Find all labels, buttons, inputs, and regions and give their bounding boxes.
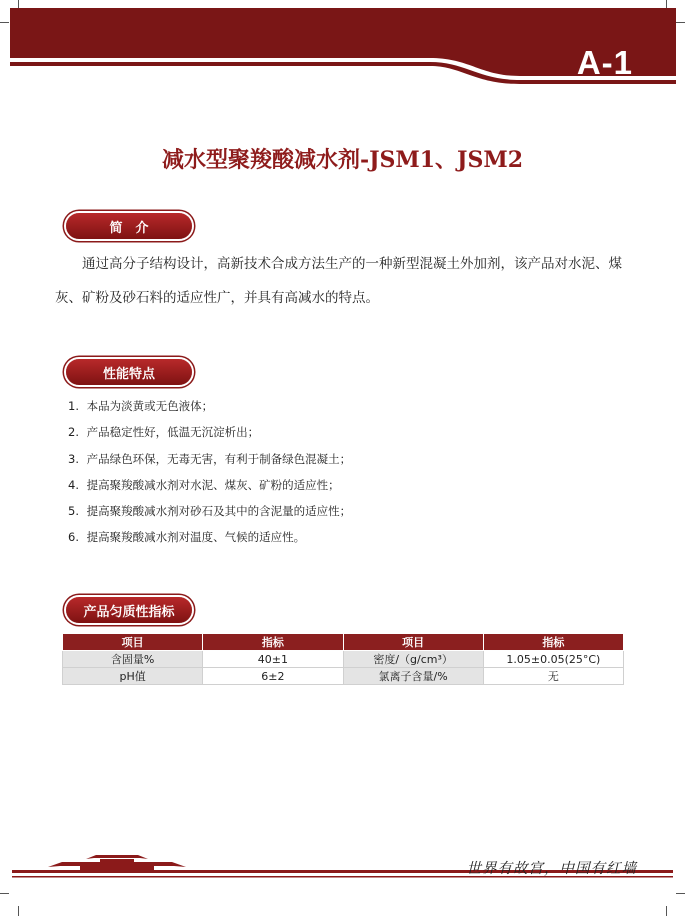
table-cell: 含固量% xyxy=(63,651,203,668)
crop-mark xyxy=(0,893,9,894)
list-item: 4. 提高聚羧酸减水剂对水泥、煤灰、矿粉的适应性； xyxy=(68,477,340,492)
list-item: 3. 产品绿色环保，无毒无害，有利于制备绿色混凝土； xyxy=(68,451,352,466)
palace-roof-icon xyxy=(48,855,186,870)
column-header: 指标 xyxy=(203,634,343,651)
page-title: 减水型聚羧酸减水剂-JSM1、JSM2 xyxy=(161,147,524,173)
crop-mark xyxy=(676,893,685,894)
column-header: 项目 xyxy=(63,634,203,651)
table-cell: 6±2 xyxy=(203,668,343,685)
quality-table xyxy=(62,633,624,685)
feature-list xyxy=(68,398,351,556)
list-item: 1. 本品为淡黄或无色液体； xyxy=(68,399,214,413)
column-header: 指标 xyxy=(483,634,623,651)
crop-mark xyxy=(18,906,19,916)
table-cell: 40±1 xyxy=(203,651,343,668)
table-row xyxy=(63,651,624,668)
table-cell: 无 xyxy=(483,668,623,685)
table-header-row xyxy=(63,634,624,651)
list-item: 5. 提高聚羧酸减水剂对砂石及其中的含泥量的适应性； xyxy=(68,504,352,519)
table-cell: pH值 xyxy=(63,668,203,685)
table-cell: 氯离子含量/% xyxy=(343,668,483,685)
table-cell: 密度/（g/cm³） xyxy=(343,651,483,668)
table-cell: 1.05±0.05(25°C) xyxy=(483,651,623,668)
table-row xyxy=(63,668,624,685)
list-item: 2. 产品稳定性好，低温无沉淀析出； xyxy=(68,425,260,440)
section-heading-quality: 产品匀质性指标 xyxy=(66,597,192,623)
crop-mark xyxy=(666,906,667,916)
footer-slogan: 世界有故宫，中国有红墙 xyxy=(466,861,637,877)
intro-text: 通过高分子结构设计，高新技术合成方法生产的一种新型混凝土外加剂，该产品对水泥、煤灰、矿粉及砂石料的适应性广，并具有高减水的特点。 xyxy=(55,256,622,306)
section-heading-intro: 简 介 xyxy=(66,213,192,239)
section-heading-features: 性能特点 xyxy=(66,359,192,385)
list-item: 6. 提高聚羧酸减水剂对温度、气候的适应性。 xyxy=(68,530,306,545)
page-code: A-1 xyxy=(576,44,633,81)
column-header: 项目 xyxy=(343,634,483,651)
